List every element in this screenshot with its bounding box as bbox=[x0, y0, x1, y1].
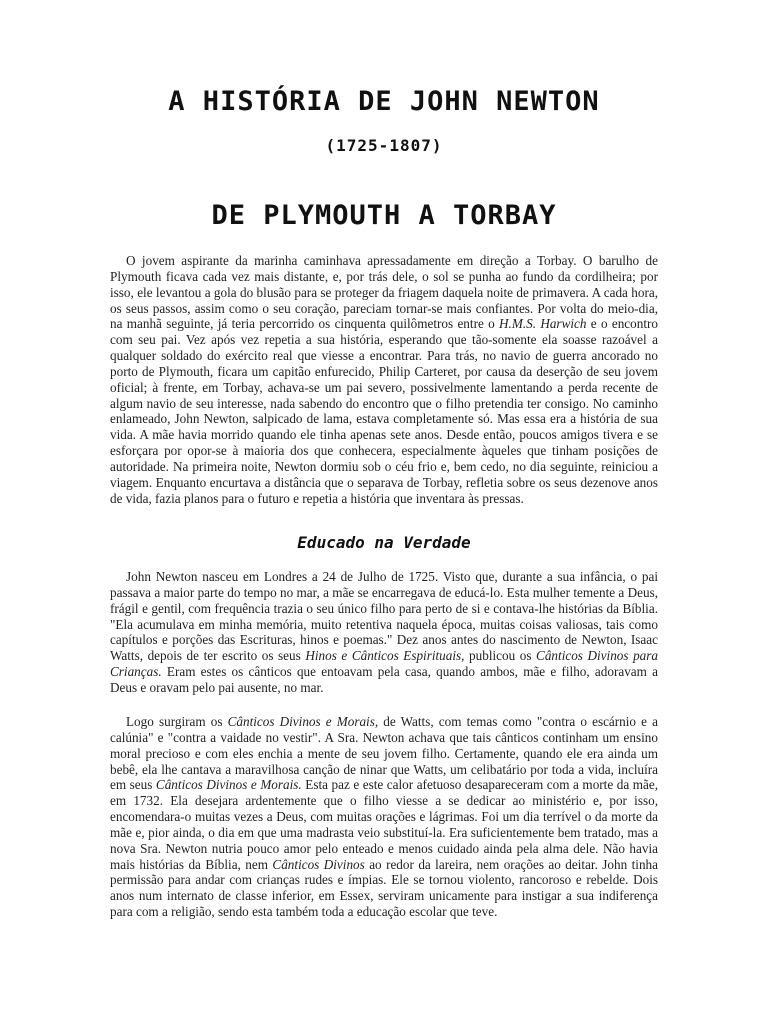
italic-title-text: H.M.S. Harwich bbox=[499, 316, 587, 332]
italic-title-text: Hinos e Cânticos Espirituais, bbox=[305, 648, 465, 664]
paragraph-text: O jovem aspirante da marinha caminhava apressadamente em direção a Torbay. O barulho de Plymouth ficava cada vez mais distante, e, por trás dele, o sol se punha ao fundo da cordilheira; por isso, ele levantou a gola do blusão para se proteger da friagem daquela noite de primavera. A cada hora, os seus passos, assim como o seu coração, pareciam tornar-se mais confiantes. Por volta do meio-dia, na manhã seguinte, já teria percorrido os cinquenta quilômetros entre o bbox=[110, 253, 658, 332]
paragraph-text: e o encontro com seu pai. Vez após vez repetia a sua história, esperando que tão-somente ela soasse razoável a qualquer soldado do exército real que viesse a encontrar. Para trás, no navio de guerra ancorado no porto de Plymouth, ficara um capitão enfurecido, Philip Carteret, por causa da deserção de seu jovem oficial; à frente, em Torbay, achava-se um pai severo, possivelmente lamentando a perda recente de algum navio de seu interesse, nada sabendo do encontro que o filho pretendia ter consigo. No caminho enlameado, John Newton, salpicado de lama, estava completamente só. Mas essa era a história de sua vida. A mãe havia morrido quando ele tinha apenas sete anos. Desde então, poucos amigos tivera e se esforçara por opor-se à maioria dos que conhecera, especialmente àqueles que tinham posições de autoridade. Na primeira noite, Newton dormiu sob o céu frio e, bem cedo, no dia seguinte, reiniciou a viagem. Enquanto encurtava a distância que o separava de Torbay, refletia sobre os seus dezenove anos de vida, fazia planos para o futuro e repetia a história que inventara às pressas. bbox=[110, 316, 658, 506]
life-dates: (1725-1807) bbox=[325, 136, 443, 155]
italic-title-text: Cânticos Divinos e Morais. bbox=[155, 777, 302, 793]
book-title: A HISTÓRIA DE JOHN NEWTON bbox=[168, 86, 600, 117]
italic-title-text: Cânticos Divinos e Morais, bbox=[227, 714, 379, 729]
section-title: Educado na Verdade bbox=[297, 533, 471, 552]
paragraph-text: Logo surgiram os bbox=[126, 714, 228, 729]
paragraph-text: John Newton nasceu em Londres a 24 de Julho de 1725. Visto que, durante a sua infância, o pai passava a maior parte do tempo no mar, a mãe se encarregava de educá-lo. Esta mulher temente a Deus, frágil e gentil, com frequência trazia o seu único filho para perto de si e contava-lhe histórias da Bíblia. "Ela acumulava em minha memória, muito retentiva naquela época, muitas coisas valiosas, tais como capítulos e porções das Escrituras, hinos e poemas." Dez anos antes do nascimento de Newton, Isaac Watts, depois de ter escrito os seus bbox=[110, 569, 658, 664]
paragraph-1 bbox=[110, 253, 658, 507]
chapter-title: DE PLYMOUTH A TORBAY bbox=[211, 200, 557, 231]
paragraph-text: publicou os bbox=[464, 648, 537, 664]
paragraph-2 bbox=[110, 569, 658, 696]
italic-title-text: Cânticos Divinos bbox=[272, 856, 365, 872]
paragraph-3 bbox=[110, 714, 658, 920]
paragraph-text: Eram estes os cânticos que entoavam pela casa, quando ambos, mãe e filho, adoravam a Deus e oravam pelo pai ausente, no mar. bbox=[110, 664, 658, 695]
paragraph-text: de Watts, com temas como "contra o escárnio e a calúnia" e "contra a vaidade no vestir". A Sra. Newton achava que tais cânticos continham um ensino moral precioso e com eles enchia a mente de seu jovem filho. Certamente, quando ele era ainda um bebê, ela lhe cantava a maravilhosa canção de ninar que Watts, um celibatário por toda a vida, incluíra em seus bbox=[110, 714, 658, 793]
italic-title-text: Cânticos Divinos para Crianças. bbox=[110, 648, 659, 680]
paragraph-text: ao redor da lareira, nem orações ao deitar. John tinha permissão para andar com crianças rudes e ímpias. Ele se tornou violento, rancoroso e rebelde. Dois anos num internato de classe inferior, em Essex, serviram unicamente para instigar a sua indiferença para com a religião, sendo esta também toda a educação escolar que teve. bbox=[110, 856, 659, 920]
paragraph-text: Esta paz e este calor afetuoso desapareceram com a morte da mãe, em 1732. Ela desejara ardentemente que o filho viesse a se dedicar ao ministério e, por isso, encomendara-o muitas vezes a Deus, com muitas orações e lágrimas. Foi um dia terrível o da morte da mãe e, pior ainda, o dia em que uma madrasta veio substituí-la. Era suficientemente bem tratado, mas a nova Sra. Newton nutria pouco amor pelo enteado e menos cuidado ainda pela alma dele. Não havia mais histórias da Bíblia, nem bbox=[110, 777, 658, 872]
